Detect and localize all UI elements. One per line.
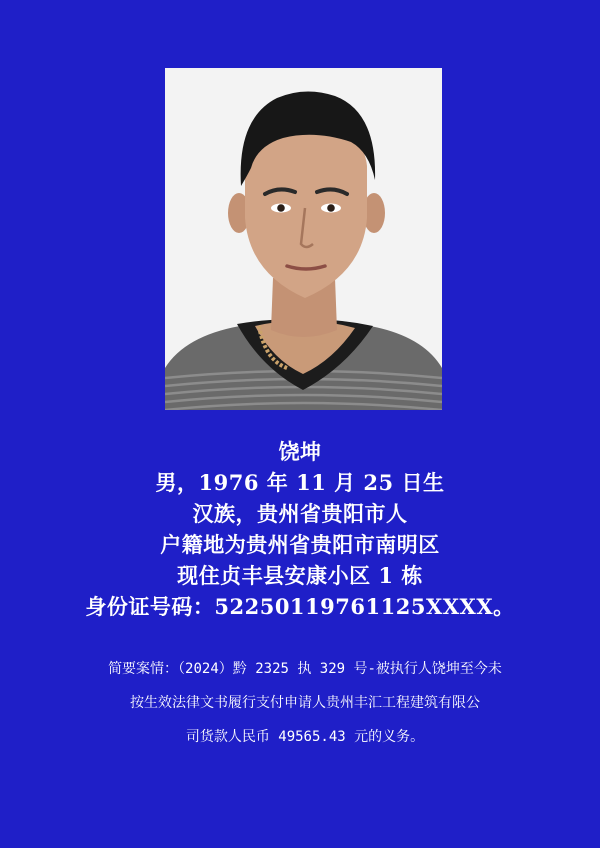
personal-info	[0, 436, 600, 622]
portrait-illustration	[165, 68, 442, 410]
portrait-photo	[165, 68, 442, 410]
id-number: 身份证号码：52250119761125XXXX。	[85, 594, 515, 619]
case-summary	[90, 652, 520, 754]
current-address: 现住贞丰县安康小区 1 栋	[177, 563, 423, 588]
case-summary-line-2: 按生效法律文书履行支付申请人贵州丰汇工程建筑有限公	[130, 695, 480, 711]
case-summary-line-3: 司货款人民币 49565.43 元的义务。	[185, 729, 425, 745]
registered-residence: 户籍地为贵州省贵阳市南明区	[160, 532, 440, 557]
case-summary-line-1: 简要案情：（2024）黔 2325 执 329 号-被执行人饶坤至今未	[108, 661, 502, 677]
ethnicity-origin: 汉族，贵州省贵阳市人	[192, 501, 408, 526]
gender-birth: 男，1976 年 11 月 25 日生	[155, 470, 445, 495]
person-name: 饶坤	[278, 439, 322, 464]
